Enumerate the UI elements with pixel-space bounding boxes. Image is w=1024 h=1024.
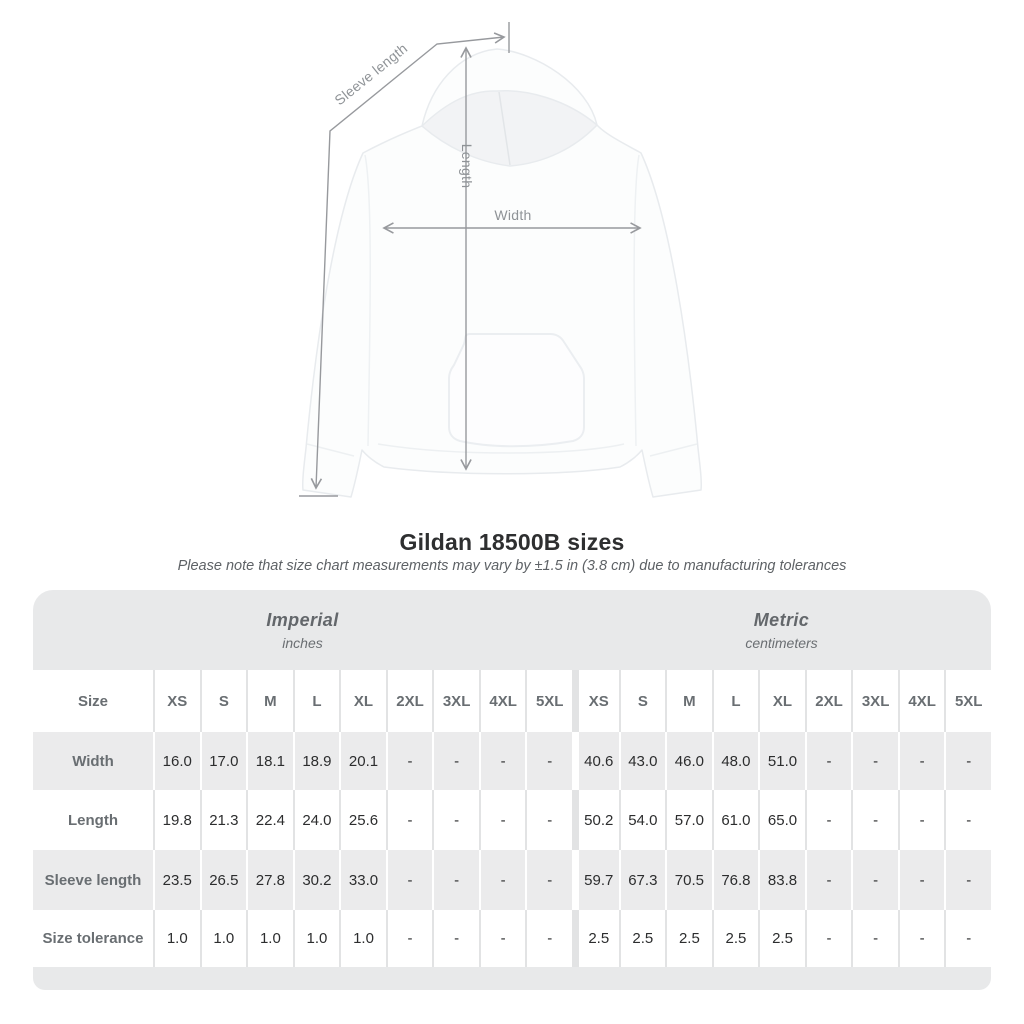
size-value-cell: 24.0 (293, 790, 340, 850)
size-value-cell: - (805, 850, 852, 910)
unit-subtitle: inches (282, 634, 323, 651)
size-value-cell: 46.0 (665, 732, 712, 790)
size-value-cell: 40.6 (572, 732, 619, 790)
size-value-cell: 1.0 (339, 910, 386, 967)
size-value-cell: - (805, 790, 852, 850)
size-value-cell: 33.0 (339, 850, 386, 910)
size-value-cell: - (525, 732, 572, 790)
size-col-header: S (200, 670, 247, 732)
size-col-header: 3XL (851, 670, 898, 732)
size-value-cell: 18.9 (293, 732, 340, 790)
size-value-cell: - (432, 732, 479, 790)
size-col-header: XL (339, 670, 386, 732)
size-col-header: M (246, 670, 293, 732)
size-value-cell: 59.7 (572, 850, 619, 910)
row-label: Sleeve length (33, 850, 153, 910)
size-value-cell: - (944, 850, 991, 910)
size-value-cell: 26.5 (200, 850, 247, 910)
size-value-cell: 30.2 (293, 850, 340, 910)
size-table (33, 590, 991, 990)
size-value-cell: - (386, 732, 433, 790)
size-value-cell: 27.8 (246, 850, 293, 910)
size-value-cell: - (432, 850, 479, 910)
size-value-cell: - (898, 790, 945, 850)
size-value-cell: 22.4 (246, 790, 293, 850)
size-col-header: L (712, 670, 759, 732)
size-value-cell: 83.8 (758, 850, 805, 910)
size-value-cell: - (432, 790, 479, 850)
size-value-cell: 2.5 (712, 910, 759, 967)
size-value-cell: 2.5 (572, 910, 619, 967)
size-value-cell: 70.5 (665, 850, 712, 910)
size-value-cell: 76.8 (712, 850, 759, 910)
size-col-header: M (665, 670, 712, 732)
size-value-cell: - (432, 910, 479, 967)
size-col-header: 5XL (525, 670, 572, 732)
size-col-header: 4XL (898, 670, 945, 732)
row-label: Size tolerance (33, 910, 153, 967)
size-value-cell: - (479, 850, 526, 910)
size-value-cell: 16.0 (153, 732, 200, 790)
size-value-cell: 20.1 (339, 732, 386, 790)
unit-name: Metric (753, 609, 810, 630)
size-value-cell: - (851, 850, 898, 910)
size-value-cell: 50.2 (572, 790, 619, 850)
size-value-cell: - (898, 732, 945, 790)
unit-subtitle: centimeters (745, 634, 818, 651)
size-value-cell: - (851, 910, 898, 967)
size-value-cell: 1.0 (153, 910, 200, 967)
size-value-cell: 21.3 (200, 790, 247, 850)
size-value-cell: 67.3 (619, 850, 666, 910)
unit-name: Imperial (266, 609, 339, 630)
size-value-cell: 2.5 (665, 910, 712, 967)
size-value-cell: 23.5 (153, 850, 200, 910)
row-label: Width (33, 732, 153, 790)
size-value-cell: - (851, 790, 898, 850)
size-value-cell: 1.0 (200, 910, 247, 967)
kangaroo-pocket (449, 334, 584, 446)
size-col-header: 3XL (432, 670, 479, 732)
size-value-cell: - (851, 732, 898, 790)
table-footer-band (33, 967, 991, 990)
size-col-header: 5XL (944, 670, 991, 732)
size-value-cell: - (479, 910, 526, 967)
size-value-cell: - (525, 790, 572, 850)
size-col-header: 2XL (805, 670, 852, 732)
size-value-cell: - (479, 790, 526, 850)
size-value-cell: 51.0 (758, 732, 805, 790)
size-value-cell: - (386, 790, 433, 850)
size-value-cell: - (479, 732, 526, 790)
unit-header-imperial (33, 590, 572, 670)
size-value-cell: - (944, 732, 991, 790)
size-col-header: 4XL (479, 670, 526, 732)
size-value-cell: 18.1 (246, 732, 293, 790)
size-col-header: XS (572, 670, 619, 732)
size-value-cell: 57.0 (665, 790, 712, 850)
size-col-header: XS (153, 670, 200, 732)
size-value-cell: - (898, 850, 945, 910)
size-value-cell: 17.0 (200, 732, 247, 790)
size-value-cell: 2.5 (619, 910, 666, 967)
size-col-header: S (619, 670, 666, 732)
size-value-cell: 61.0 (712, 790, 759, 850)
size-value-cell: - (525, 910, 572, 967)
size-value-cell: - (525, 850, 572, 910)
unit-header-metric (572, 590, 991, 670)
size-column-header: Size (33, 670, 153, 732)
size-value-cell: 48.0 (712, 732, 759, 790)
hoodie-illustration (303, 49, 702, 497)
size-col-header: L (293, 670, 340, 732)
width-label: Width (494, 207, 532, 223)
size-value-cell: 43.0 (619, 732, 666, 790)
size-value-cell: - (944, 790, 991, 850)
size-value-cell: 1.0 (246, 910, 293, 967)
size-value-cell: 25.6 (339, 790, 386, 850)
tolerance-note: Please note that size chart measurements may vary by ±1.5 in (3.8 cm) due to manufacturing tolerances (177, 558, 847, 574)
size-value-cell: - (386, 850, 433, 910)
size-value-cell: - (386, 910, 433, 967)
page-title: Gildan 18500B sizes (399, 529, 625, 555)
size-value-cell: 54.0 (619, 790, 666, 850)
size-value-cell: 65.0 (758, 790, 805, 850)
size-value-cell: 2.5 (758, 910, 805, 967)
length-label: Length (459, 143, 475, 189)
row-label: Length (33, 790, 153, 850)
size-value-cell: 1.0 (293, 910, 340, 967)
size-col-header: XL (758, 670, 805, 732)
size-value-cell: - (898, 910, 945, 967)
size-col-header: 2XL (386, 670, 433, 732)
sleeve-length-label: Sleeve length (331, 39, 411, 109)
size-value-cell: - (805, 732, 852, 790)
size-value-cell: 19.8 (153, 790, 200, 850)
size-value-cell: - (944, 910, 991, 967)
size-value-cell: - (805, 910, 852, 967)
